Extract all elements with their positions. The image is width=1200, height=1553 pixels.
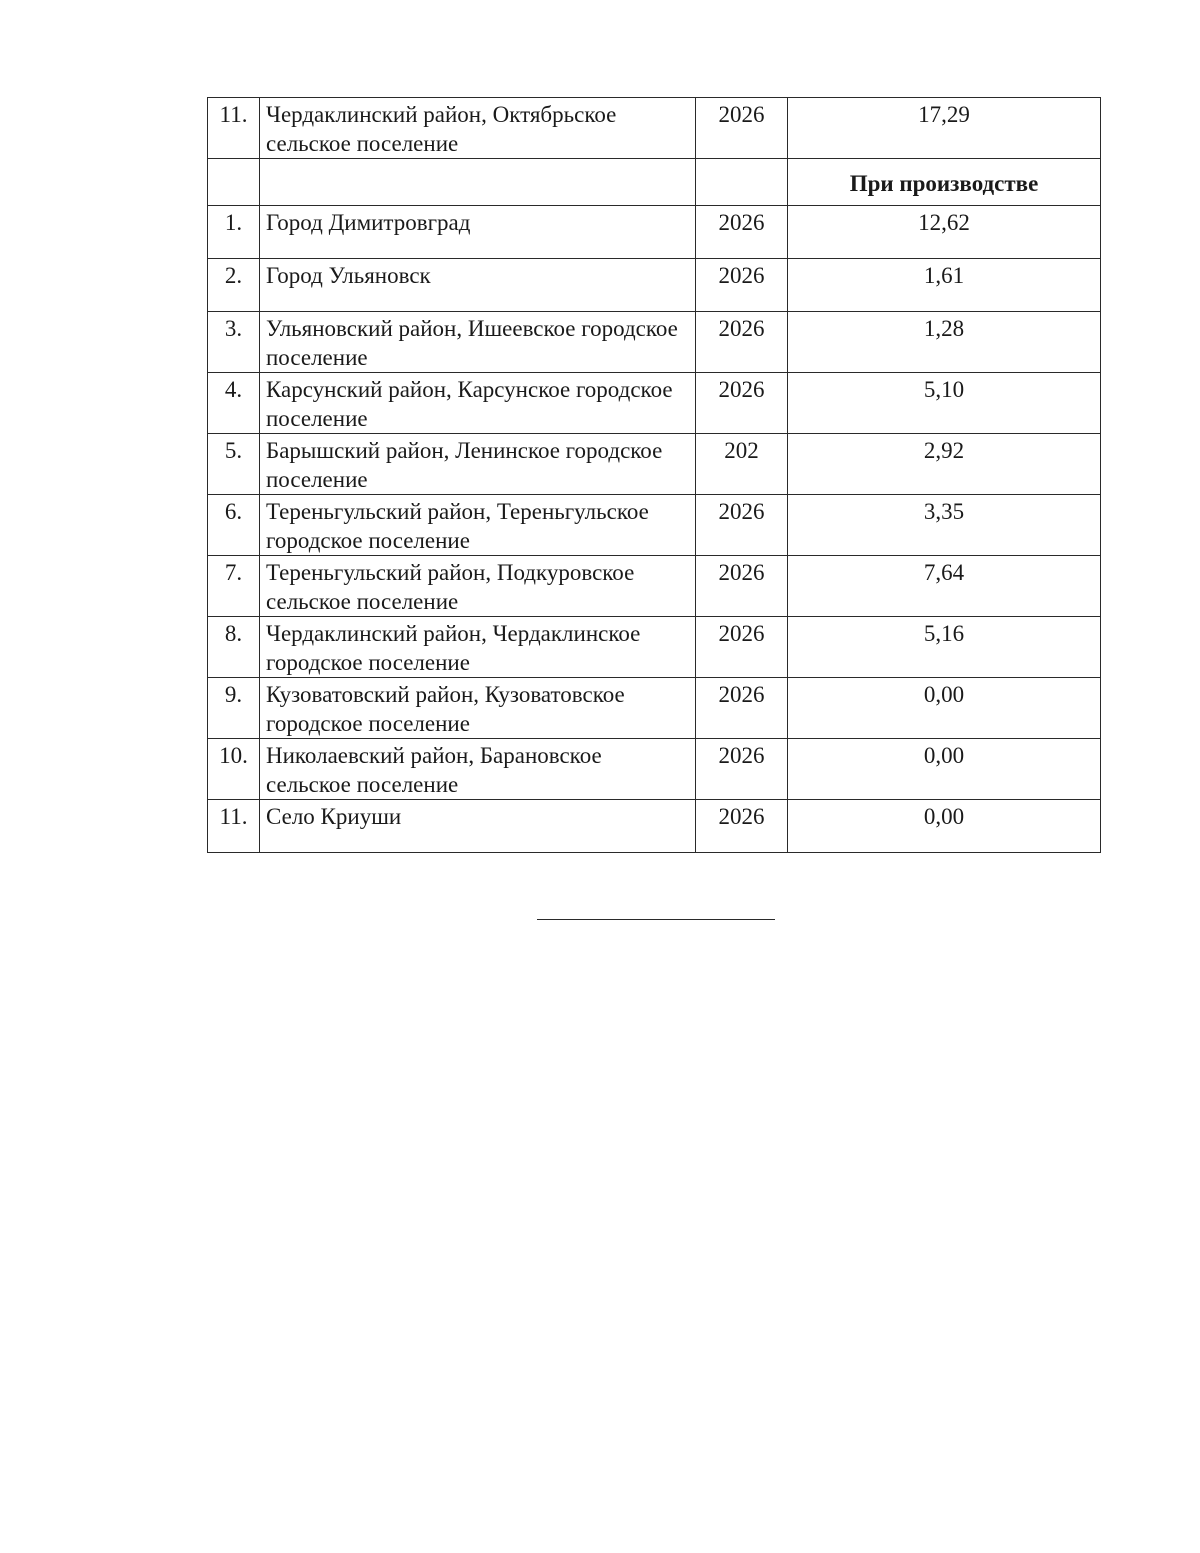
row-number: 10. <box>208 739 260 800</box>
row-number: 2. <box>208 259 260 312</box>
table-row <box>208 556 1101 617</box>
row-value: 0,00 <box>788 739 1101 800</box>
row-name: Тереньгульский район, Тереньгульское городское поселение <box>260 495 696 556</box>
row-value: 0,00 <box>788 800 1101 853</box>
row-year: 2026 <box>696 206 788 259</box>
row-name: Карсунский район, Карсунское городское поселение <box>260 373 696 434</box>
row-number: 7. <box>208 556 260 617</box>
row-number: 8. <box>208 617 260 678</box>
section-title: При производстве <box>788 159 1101 206</box>
table-row <box>208 800 1101 853</box>
row-number: 11. <box>208 800 260 853</box>
row-year: 2026 <box>696 800 788 853</box>
row-number: 4. <box>208 373 260 434</box>
row-value: 3,35 <box>788 495 1101 556</box>
row-number: 9. <box>208 678 260 739</box>
row-value: 1,61 <box>788 259 1101 312</box>
row-year: 2026 <box>696 373 788 434</box>
row-name: Село Криуши <box>260 800 696 853</box>
row-name: Барышский район, Ленинское городское поселение <box>260 434 696 495</box>
row-value: 1,28 <box>788 312 1101 373</box>
row-number: 5. <box>208 434 260 495</box>
row-year: 2026 <box>696 312 788 373</box>
empty-cell <box>260 159 696 206</box>
row-number: 6. <box>208 495 260 556</box>
table-row <box>208 312 1101 373</box>
table-row <box>208 373 1101 434</box>
table-row <box>208 259 1101 312</box>
row-name: Кузоватовский район, Кузоватовское городское поселение <box>260 678 696 739</box>
row-value: 12,62 <box>788 206 1101 259</box>
row-value: 0,00 <box>788 678 1101 739</box>
row-number: 11. <box>208 98 260 159</box>
row-name: Город Ульяновск <box>260 259 696 312</box>
end-separator-line <box>537 919 775 920</box>
row-name: Чердаклинский район, Октябрьское сельское поселение <box>260 98 696 159</box>
row-value: 5,10 <box>788 373 1101 434</box>
row-year: 2026 <box>696 617 788 678</box>
row-year: 2026 <box>696 98 788 159</box>
table-row <box>208 206 1101 259</box>
row-year: 202 <box>696 434 788 495</box>
table-row <box>208 434 1101 495</box>
table-row <box>208 739 1101 800</box>
row-name: Николаевский район, Барановское сельское поселение <box>260 739 696 800</box>
table-row <box>208 617 1101 678</box>
row-value: 7,64 <box>788 556 1101 617</box>
row-year: 2026 <box>696 259 788 312</box>
table-row <box>208 495 1101 556</box>
row-year: 2026 <box>696 678 788 739</box>
section-header-row <box>208 159 1101 206</box>
row-number: 1. <box>208 206 260 259</box>
row-year: 2026 <box>696 495 788 556</box>
empty-cell <box>696 159 788 206</box>
data-table <box>207 97 1101 853</box>
row-name: Тереньгульский район, Подкуровское сельское поселение <box>260 556 696 617</box>
row-value: 5,16 <box>788 617 1101 678</box>
row-value: 2,92 <box>788 434 1101 495</box>
empty-cell <box>208 159 260 206</box>
row-number: 3. <box>208 312 260 373</box>
row-name: Чердаклинский район, Чердаклинское городское поселение <box>260 617 696 678</box>
row-year: 2026 <box>696 556 788 617</box>
table-row <box>208 98 1101 159</box>
row-year: 2026 <box>696 739 788 800</box>
row-name: Город Димитровград <box>260 206 696 259</box>
row-value: 17,29 <box>788 98 1101 159</box>
table-row <box>208 678 1101 739</box>
row-name: Ульяновский район, Ишеевское городское поселение <box>260 312 696 373</box>
